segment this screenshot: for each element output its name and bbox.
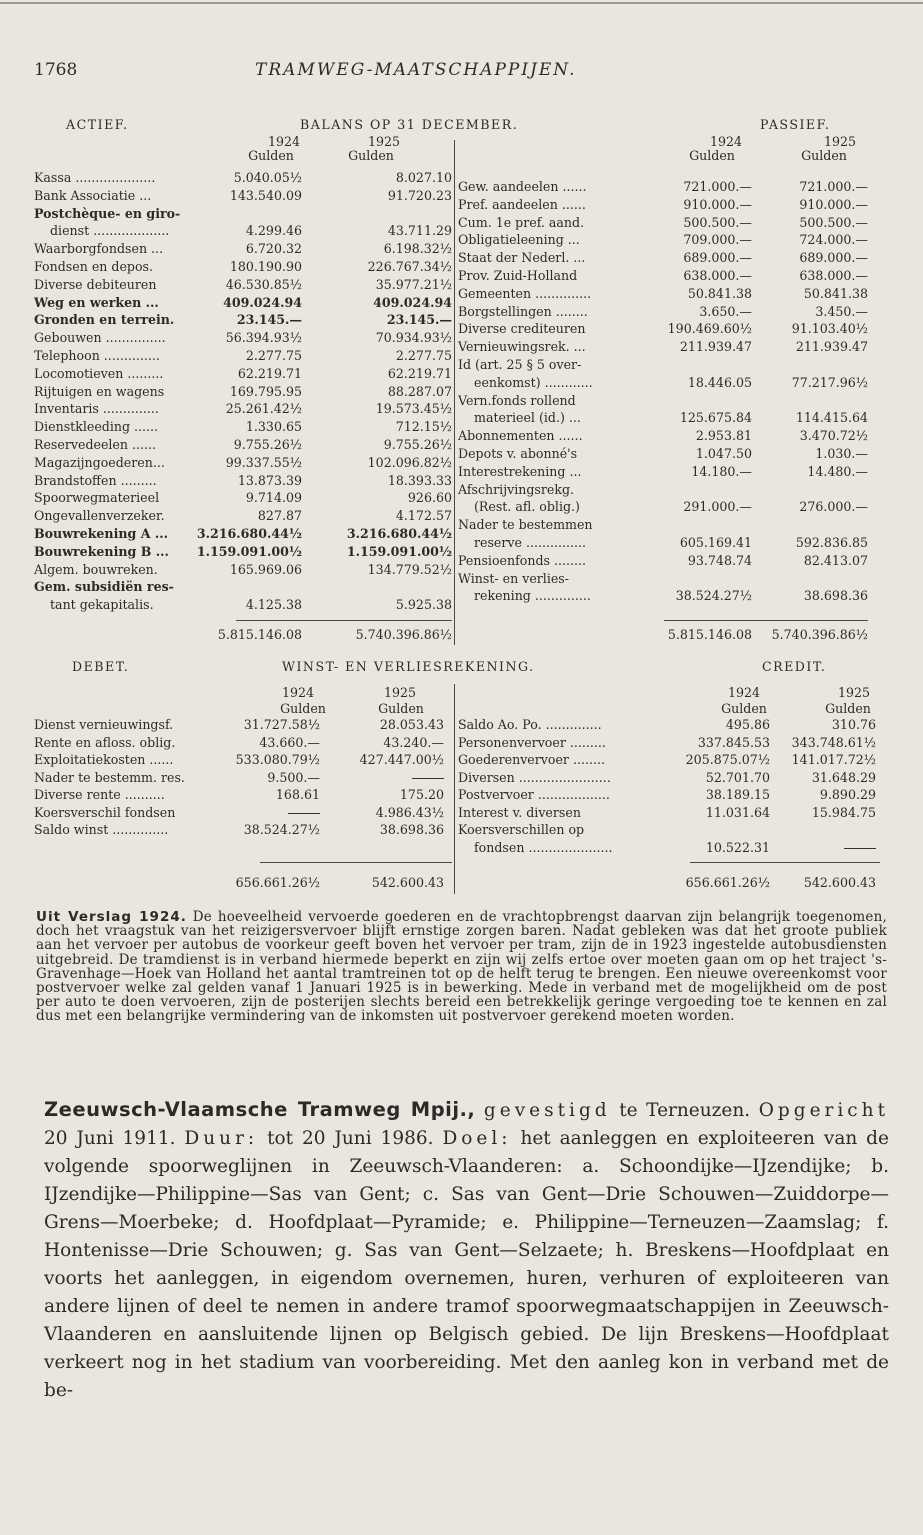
passief-row-v1925: 1.030.—: [815, 446, 868, 461]
actief-row-v1924: 9.755.26½: [233, 437, 302, 452]
debet-row-v1924: 533.080.79½: [235, 752, 320, 767]
opgericht-label: Opgericht: [758, 1100, 890, 1121]
credit-row-v1925: [774, 841, 876, 855]
actief-row-v1925: 1.159.091.00½: [346, 543, 452, 559]
actief-row-label: Kassa ....................: [34, 170, 156, 185]
actief-row-v1924: 5.040.05½: [233, 170, 302, 185]
actief-row-v1924: 46.530.85½: [225, 276, 302, 292]
passief-total-1925: 5.740.396.86½: [771, 627, 868, 642]
actief-row-label: Waarborgfondsen ...: [34, 241, 164, 257]
passief-year-1925: 1925: [823, 134, 856, 149]
debet-year-1925: 1925: [383, 685, 416, 700]
verslag-lead: Uit Verslag 1924.: [36, 909, 187, 925]
credit-row-label: Personenvervoer .........: [458, 734, 606, 750]
credit-row-label: Saldo Ao. Po. ..............: [458, 717, 602, 732]
actief-row-v1924: 1.159.091.00½: [196, 543, 302, 559]
actief-row-v1924: 180.190.90: [229, 259, 302, 274]
actief-row-label: Fondsen en depos.: [34, 259, 154, 274]
passief-row-v1924: 38.524.27½: [675, 588, 752, 604]
actief-row-v1924: 23.145.—: [236, 312, 302, 328]
actief-row-label: Bank Associatie ...: [34, 187, 152, 203]
credit-row-v1925: 15.984.75: [811, 804, 876, 820]
debet-row-v1924: 9.500.—: [267, 769, 320, 785]
passief-row-v1924: 18.446.05: [687, 374, 752, 390]
credit-year-1925: 1925: [837, 685, 870, 700]
passief-row-v1925: 592.836.85: [795, 535, 868, 550]
passief-row-v1924: 2.953.81: [695, 428, 752, 444]
actief-row-label: Spoorwegmaterieel: [34, 490, 160, 506]
passief-row-v1925: 38.698.36: [803, 588, 868, 604]
credit-heading: CREDIT.: [762, 659, 827, 674]
passief-row-v1924: 1.047.50: [695, 446, 752, 461]
passief-row-v1925: 689.000.—: [799, 250, 868, 266]
actief-row-label: Gebouwen ...............: [34, 330, 166, 346]
passief-row-v1924: 190.469.60½: [667, 321, 752, 337]
passief-row-v1925: 211.939.47: [795, 339, 868, 355]
actief-row-label: tant gekapitalis.: [50, 597, 154, 613]
passief-row-label: Gemeenten ..............: [458, 285, 592, 301]
credit-year-1924: 1924: [727, 685, 760, 700]
actief-row-label: Postchèque- en giro-: [34, 205, 181, 221]
debet-row-label: Nader te bestemm. res.: [34, 769, 185, 785]
debet-row-v1925: 4.986.43½: [375, 804, 444, 820]
credit-row-label: Goederenvervoer ........: [458, 752, 605, 767]
passief-row-label: Staat der Nederl. ...: [458, 250, 586, 266]
actief-row-v1924: 62.219.71: [237, 365, 302, 381]
actief-row-v1925: 62.219.71: [387, 365, 452, 381]
credit-unit-1924: Gulden: [721, 701, 767, 716]
doel-label: Doel:: [442, 1128, 512, 1149]
credit-unit-1925: Gulden: [825, 701, 871, 716]
actief-row-v1925: 3.216.680.44½: [346, 526, 452, 541]
passief-row-v1924: 709.000.—: [683, 232, 752, 248]
actief-row-v1924: 4.299.46: [245, 223, 302, 239]
debet-row-label: Exploitatiekosten ......: [34, 752, 174, 767]
actief-row-v1925: 8.027.10: [395, 170, 452, 185]
passief-row-v1924: 605.169.41: [679, 535, 752, 550]
actief-row-v1925: 712.15½: [395, 419, 452, 435]
passief-row-v1925: 724.000.—: [799, 232, 868, 248]
passief-row-v1924: 689.000.—: [683, 250, 752, 266]
passief-row-label: rekening ..............: [474, 588, 591, 604]
doel-text: het aanleggen en exploiteeren van de volgende spoorweglijnen in Zeeuwsch-Vlaanderen: a. Schoondijke—IJzendijke; b. IJzendijke—Philippine—Sas van Gent; c. Sas van Gent—Drie Schouwen—Zuiddorpe—Grens—Moerbeke; d. Hoofdplaat—Pyramide; e. Philippine—Terneuzen—Zaamslag; f. Hontenisse—Drie Schouwen; g. Sas van Gent—Selzaete; h. Breskens—Hoofdplaat en voorts het aanleggen, in eigendom overnemen, huren, verhuren of exploiteeren van andere lijnen of deel te nemen in andere tramof spoorwegmaatschappijen in Zeeuwsch-Vlaanderen en aansluitende lijnen op Belgisch gebied. De lijn Breskens—Hoofdplaat verkeert nog in het stadium van voorbereiding. Met den aanleg kon in verband met de be-: [44, 1128, 889, 1401]
passief-total-rule: [664, 620, 868, 621]
company-name: Zeeuwsch-Vlaamsche Tramweg Mpij.,: [44, 1098, 476, 1121]
debet-heading: DEBET.: [72, 659, 130, 674]
actief-row-v1925: 2.277.75: [395, 348, 452, 363]
passief-row-label: Depots v. abonné's: [458, 446, 578, 461]
actief-row-label: Gronden en terrein.: [34, 312, 175, 328]
actief-row-label: Gem. subsidiën res-: [34, 579, 174, 595]
debet-row-label: Diverse rente ..........: [34, 787, 165, 802]
debet-row-label: Koersverschil fondsen: [34, 804, 176, 820]
credit-row-v1925: 343.748.61½: [791, 734, 876, 750]
passief-row-v1924: 14.180.—: [691, 463, 752, 479]
actief-row-v1925: 9.755.26½: [383, 437, 452, 452]
passief-row-v1924: 721.000.—: [683, 179, 752, 194]
company-entry: [44, 1096, 889, 1405]
actief-row-v1924: 827.87: [257, 508, 302, 524]
actief-row-label: Locomotieven .........: [34, 365, 164, 381]
passief-row-label: Pensioenfonds ........: [458, 552, 587, 568]
passief-row-label: Vernieuwingsrek. ...: [458, 339, 586, 355]
passief-total-1924: 5.815.146.08: [667, 627, 752, 642]
actief-row-v1925: 226.767.34½: [367, 259, 452, 274]
passief-row-label: Afschrijvingsrekg.: [458, 481, 575, 497]
actief-row-label: Brandstoffen .........: [34, 472, 157, 488]
actief-row-v1924: 1.330.65: [245, 419, 302, 435]
actief-total-1924: 5.815.146.08: [217, 627, 302, 642]
credit-row-label: Interest v. diversen: [458, 804, 581, 820]
passief-row-label: Cum. 1e pref. aand.: [458, 214, 585, 230]
actief-row-label: Bouwrekening B ...: [34, 543, 169, 559]
debet-row-label: Saldo winst ..............: [34, 822, 169, 837]
credit-row-label: Koersverschillen op: [458, 822, 585, 837]
passief-row-v1925: 82.413.07: [803, 552, 868, 568]
actief-heading: ACTIEF.: [66, 117, 129, 132]
passief-row-label: Obligatieleening ...: [458, 232, 580, 248]
passief-row-v1925: 3.450.—: [815, 303, 868, 319]
actief-row-v1925: 102.096.82½: [367, 454, 452, 470]
passief-row-label: eenkomst) ............: [474, 374, 593, 390]
passief-row-v1925: 91.103.40½: [791, 321, 868, 337]
passief-row-v1924: 910.000.—: [683, 196, 752, 212]
passief-row-label: Id (art. 25 § 5 over-: [458, 357, 582, 372]
credit-row-v1925: 310.76: [831, 717, 876, 732]
actief-year-1925: 1925: [367, 134, 400, 149]
passief-row-label: Pref. aandeelen ......: [458, 196, 586, 212]
actief-row-v1925: 926.60: [407, 490, 452, 506]
actief-row-label: dienst ...................: [50, 223, 170, 239]
actief-row-v1925: 134.779.52½: [367, 561, 452, 577]
actief-unit-1925: Gulden: [348, 148, 394, 163]
debet-row-v1925: 175.20: [399, 787, 444, 802]
actief-row-label: Diverse debiteuren: [34, 276, 157, 292]
credit-row-v1924: 337.845.53: [697, 734, 770, 750]
passief-row-label: Gew. aandeelen ......: [458, 179, 587, 194]
credit-total-rule: [690, 862, 880, 863]
debet-total-1925: 542.600.43: [371, 875, 444, 890]
duur-label: Duur:: [184, 1128, 259, 1149]
actief-row-label: Magazijngoederen...: [34, 454, 165, 470]
actief-row-v1925: 19.573.45½: [375, 401, 452, 417]
debet-row-v1924: 43.660.—: [259, 734, 320, 750]
passief-row-v1925: 3.470.72½: [799, 428, 868, 444]
passief-row-label: materieel (id.) ...: [474, 410, 581, 426]
passief-row-v1924: 211.939.47: [679, 339, 752, 355]
actief-row-v1924: 56.394.93½: [225, 330, 302, 346]
actief-row-v1925: 23.145.—: [386, 312, 452, 328]
page-number: 1768: [34, 60, 78, 80]
actief-row-v1924: 3.216.680.44½: [196, 526, 302, 541]
gevestigd-label: gevestigd: [483, 1100, 611, 1121]
debet-row-v1925: 427.447.00½: [359, 752, 444, 767]
actief-total-1925: 5.740.396.86½: [355, 627, 452, 642]
passief-row-v1925: 910.000.—: [799, 196, 868, 212]
actief-row-v1925: 91.720.23: [387, 187, 452, 203]
credit-row-v1924: 495.86: [725, 717, 770, 732]
actief-unit-1924: Gulden: [248, 148, 294, 163]
actief-row-v1924: 409.024.94: [223, 294, 302, 310]
passief-row-label: Nader te bestemmen: [458, 517, 593, 533]
balance-title: BALANS OP 31 DECEMBER.: [300, 117, 519, 132]
passief-row-v1924: 638.000.—: [683, 268, 752, 283]
actief-row-label: Bouwrekening A ...: [34, 526, 169, 541]
actief-row-v1924: 13.873.39: [237, 472, 302, 488]
debet-row-v1925: [340, 771, 444, 785]
actief-row-v1924: 169.795.95: [229, 383, 302, 399]
passief-unit-1924: Gulden: [689, 148, 735, 163]
actief-row-v1924: 6.720.32: [245, 241, 302, 257]
passief-row-v1924: 3.650.—: [699, 303, 752, 319]
debet-unit-1925: Gulden: [378, 701, 424, 716]
credit-row-label: Diversen .......................: [458, 769, 611, 785]
credit-row-v1924: 205.875.07½: [685, 752, 770, 767]
debet-row-v1924: 168.61: [275, 787, 320, 802]
debet-row-v1925: 28.053.43: [379, 717, 444, 732]
passief-row-label: Winst- en verlies-: [458, 570, 570, 586]
passief-row-v1924: 500.500.—: [683, 214, 752, 230]
pl-title: WINST- EN VERLIESREKENING.: [282, 659, 535, 674]
passief-row-v1925: 77.217.96½: [791, 374, 868, 390]
credit-total-1925: 542.600.43: [803, 875, 876, 890]
debet-total-rule: [260, 862, 452, 863]
passief-row-v1925: 638.000.—: [799, 268, 868, 283]
actief-row-v1925: 5.925.38: [395, 597, 452, 613]
passief-row-v1925: 14.480.—: [807, 463, 868, 479]
duur-text: tot 20 Juni 1986.: [267, 1128, 434, 1149]
actief-row-v1925: 35.977.21½: [375, 276, 452, 292]
credit-row-v1924: 38.189.15: [705, 787, 770, 802]
actief-row-label: Inventaris ..............: [34, 401, 159, 417]
debet-row-label: Rente en afloss. oblig.: [34, 734, 176, 750]
actief-row-v1925: 88.287.07: [387, 383, 452, 399]
pl-divider: [454, 684, 455, 894]
passief-row-v1924: 125.675.84: [679, 410, 752, 426]
credit-row-v1925: 141.017.72½: [791, 752, 876, 767]
passief-row-v1925: 50.841.38: [803, 285, 868, 301]
credit-row-v1925: 9.890.29: [819, 787, 876, 802]
balance-divider: [454, 140, 455, 645]
passief-row-label: Interestrekening ...: [458, 463, 582, 479]
actief-row-label: Telephoon ..............: [34, 348, 160, 363]
opgericht-text: 20 Juni 1911.: [44, 1128, 176, 1149]
passief-row-v1925: 276.000.—: [799, 499, 868, 515]
actief-row-label: Dienstkleeding ......: [34, 419, 159, 435]
debet-year-1924: 1924: [281, 685, 314, 700]
debet-row-v1924: [224, 806, 320, 820]
actief-row-v1924: 2.277.75: [245, 348, 302, 363]
actief-row-v1925: 18.393.33: [387, 472, 452, 488]
passief-row-label: Prov. Zuid-Holland: [458, 268, 578, 283]
passief-row-label: Abonnementen ......: [458, 428, 583, 444]
debet-total-1924: 656.661.26½: [235, 875, 320, 890]
actief-row-v1925: 6.198.32½: [383, 241, 452, 257]
credit-row-v1924: 11.031.64: [705, 804, 770, 820]
actief-total-rule: [236, 620, 452, 621]
actief-row-v1925: 4.172.57: [395, 508, 452, 524]
passief-row-v1925: 114.415.64: [795, 410, 868, 426]
credit-row-v1924: 10.522.31: [705, 839, 770, 855]
debet-row-v1925: 43.240.—: [383, 734, 444, 750]
passief-heading: PASSIEF.: [760, 117, 831, 132]
credit-row-label: Postvervoer ..................: [458, 787, 610, 802]
actief-row-v1925: 43.711.29: [387, 223, 452, 239]
verslag-text: De hoeveelheid vervoerde goederen en de vrachtopbrengst daarvan zijn belangrijk toegenomen, doch het vraagstuk van het reizigersvervoer blijft ernstige zorgen baren. Nadat gebleken was dat het groote publiek aan het vervoer per autobus de voorkeur geeft boven het vervoer per tram, zijn de in 1923 ingestelde autobusdiensten uitgebreid. De tramdienst is in verband hiermede beperkt en zijn wij zelfs ertoe over moeten gaan om op het traject 's-Gravenhage—Hoek van Holland het aantal tramtreinen tot op de helft terug te brengen. Een nieuwe overeenkomst voor postvervoer welke zal gelden vanaf 1 Januari 1925 is in bewerking. Mede in verband met de mogelijkheid om de post per auto te doen vervoeren, zijn de posterijen slechts bereid een betrekkelijk geringe vergoeding toe te kennen en zal dus met een belangrijke vermindering van de inkomsten uit postvervoer gerekend moeten worden.: [36, 909, 887, 1025]
debet-unit-1924: Gulden: [280, 701, 326, 716]
actief-row-v1924: 4.125.38: [245, 597, 302, 613]
actief-row-v1924: 9.714.09: [245, 490, 302, 506]
debet-row-v1925: 38.698.36: [379, 822, 444, 837]
gevestigd-text: te Terneuzen.: [619, 1100, 751, 1121]
credit-row-v1924: 52.701.70: [705, 769, 770, 785]
debet-row-v1924: 38.524.27½: [243, 822, 320, 837]
passief-row-v1924: 93.748.74: [687, 552, 752, 568]
actief-row-v1924: 99.337.55½: [225, 454, 302, 470]
actief-row-v1924: 165.969.06: [229, 561, 302, 577]
actief-row-label: Algem. bouwreken.: [34, 561, 158, 577]
top-rule: [0, 2, 923, 4]
debet-row-label: Dienst vernieuwingsf.: [34, 717, 174, 732]
actief-row-label: Weg en werken ...: [34, 294, 159, 310]
actief-row-v1925: 70.934.93½: [375, 330, 452, 346]
actief-year-1924: 1924: [267, 134, 300, 149]
running-title: TRAMWEG-MAATSCHAPPIJEN.: [255, 60, 577, 80]
passief-unit-1925: Gulden: [801, 148, 847, 163]
actief-row-v1924: 143.540.09: [229, 187, 302, 203]
passief-row-label: Diverse crediteuren: [458, 321, 586, 337]
actief-row-label: Ongevallenverzeker.: [34, 508, 165, 524]
actief-row-label: Rijtuigen en wagens: [34, 383, 165, 399]
credit-total-1924: 656.661.26½: [685, 875, 770, 890]
passief-row-v1925: 721.000.—: [799, 179, 868, 194]
verslag-paragraph: [36, 910, 887, 1024]
passief-row-label: Borgstellingen ........: [458, 303, 588, 319]
passief-row-v1925: 500.500.—: [799, 214, 868, 230]
actief-row-v1924: 25.261.42½: [225, 401, 302, 417]
debet-row-v1924: 31.727.58½: [243, 717, 320, 732]
actief-row-v1925: 409.024.94: [373, 294, 452, 310]
passief-row-v1924: 50.841.38: [687, 285, 752, 301]
credit-row-v1925: 31.648.29: [811, 769, 876, 785]
passief-year-1924: 1924: [709, 134, 742, 149]
passief-row-label: Vern.fonds rollend: [458, 392, 576, 408]
passief-row-label: reserve ...............: [474, 535, 587, 550]
actief-row-label: Reservedeelen ......: [34, 437, 157, 452]
credit-row-label: fondsen .....................: [474, 839, 613, 855]
passief-row-label: (Rest. afl. oblig.): [474, 499, 580, 515]
passief-row-v1924: 291.000.—: [683, 499, 752, 515]
